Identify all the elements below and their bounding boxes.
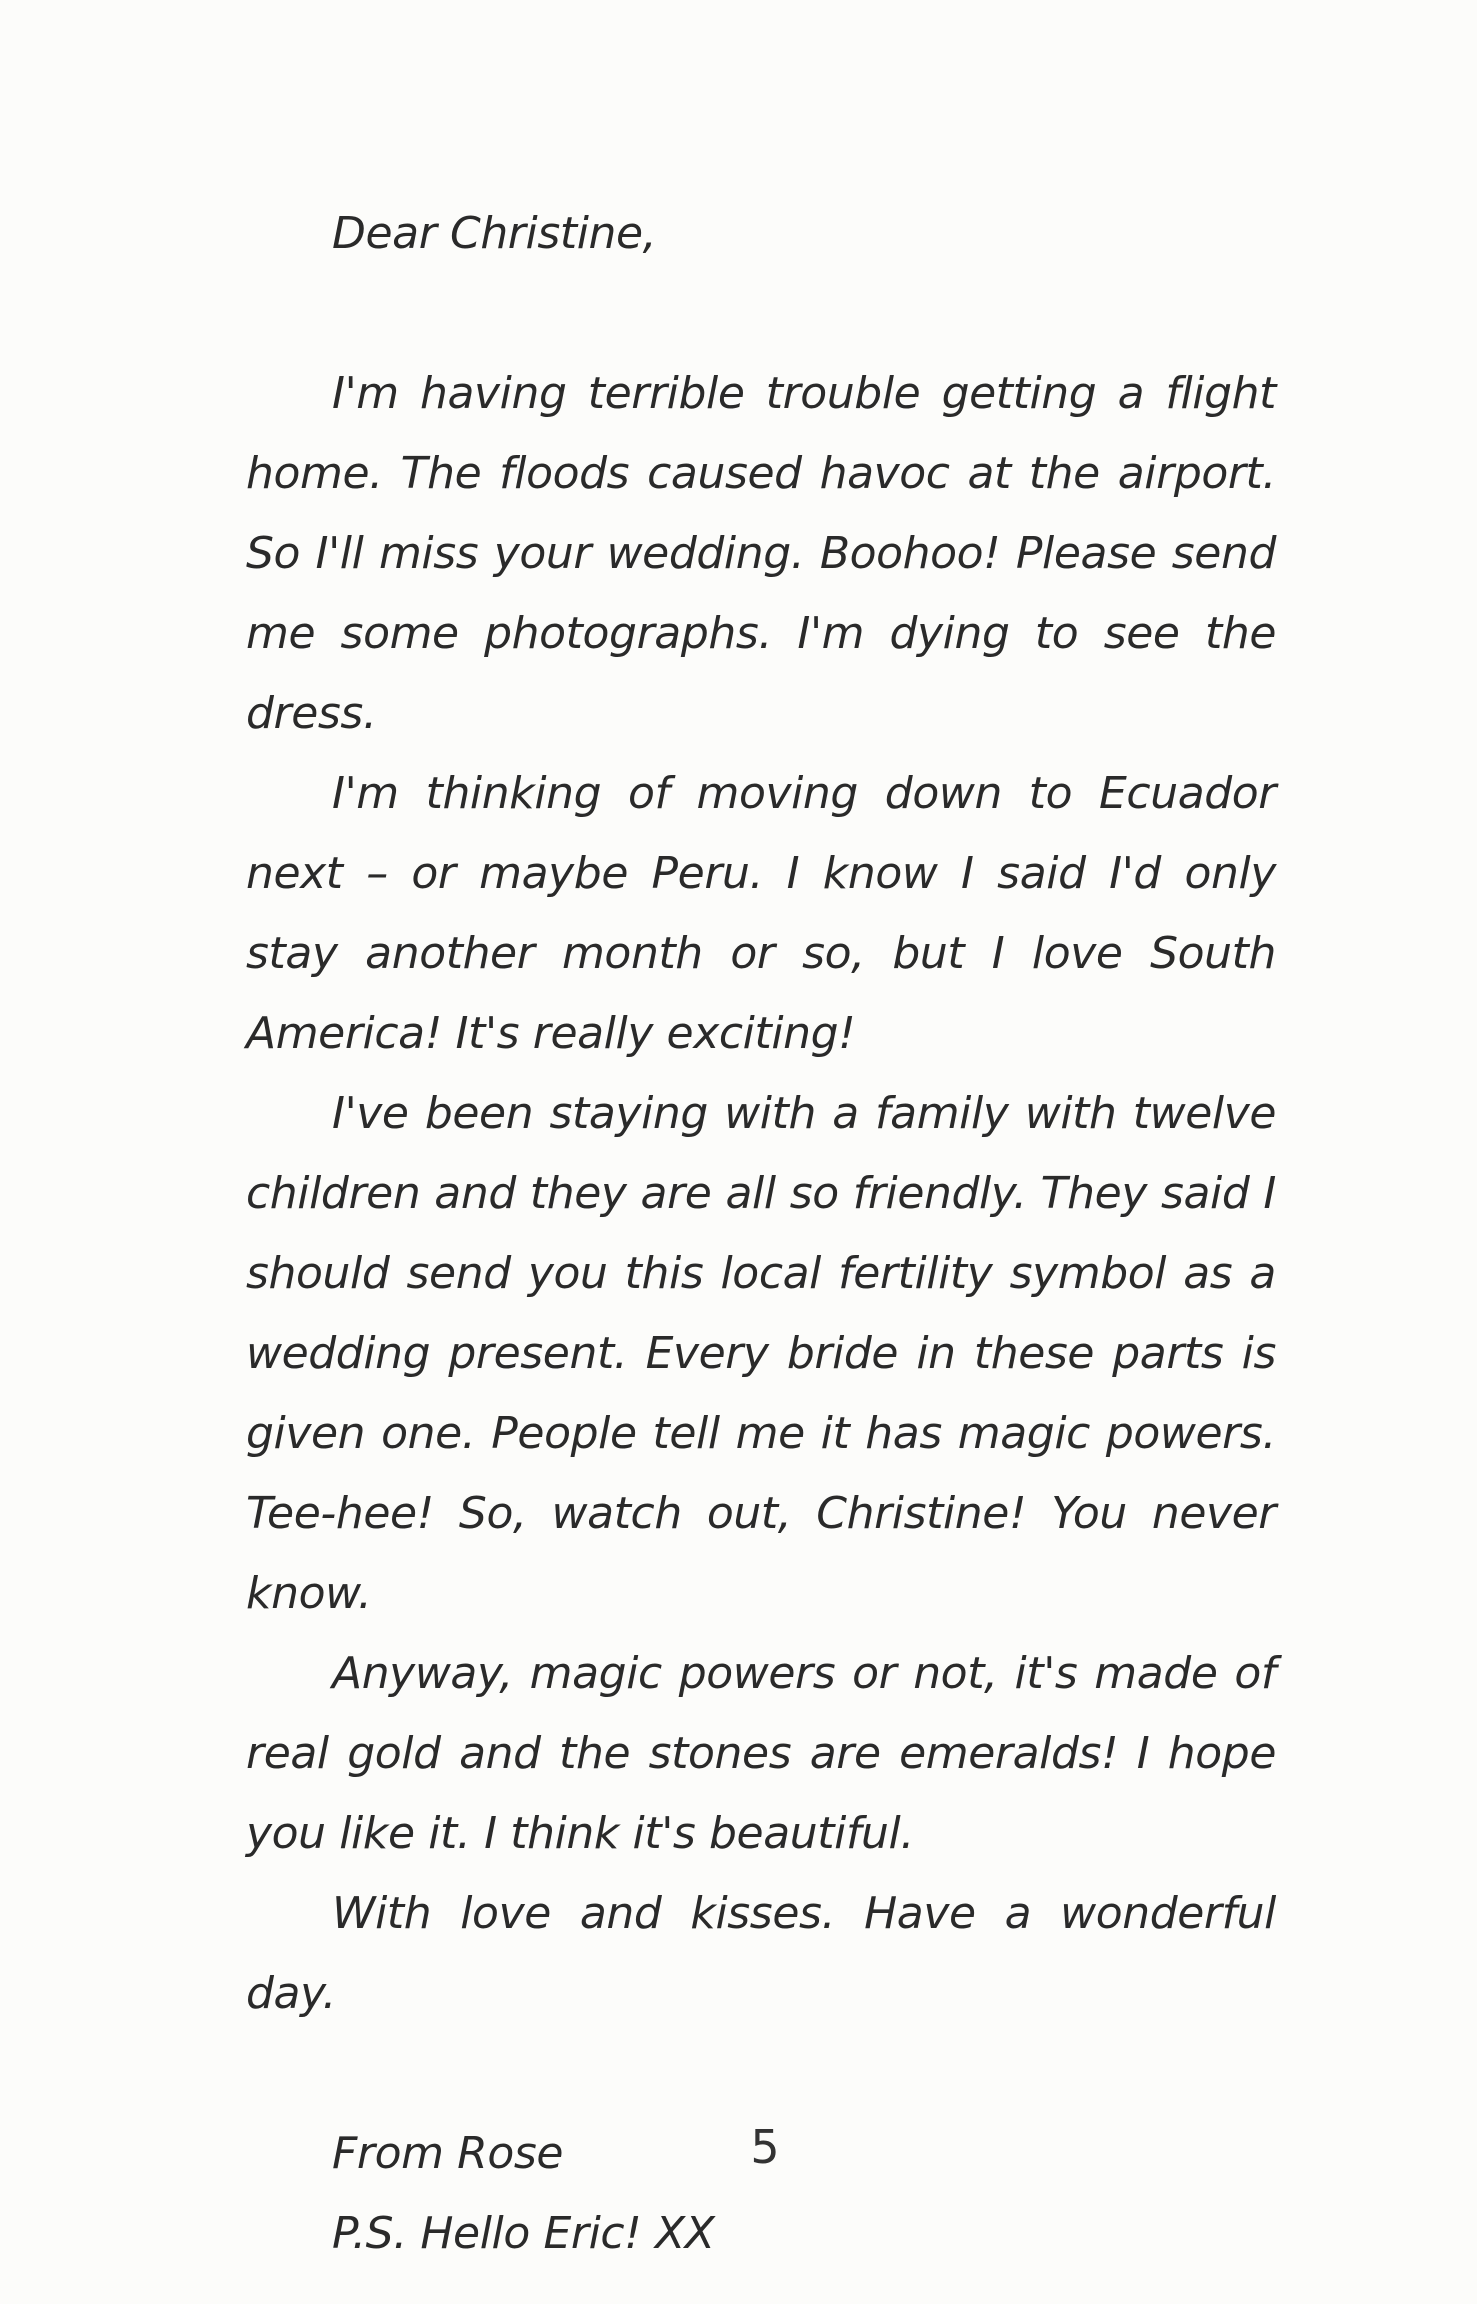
- letter-body: [246, 194, 1276, 2274]
- letter-closing: With love and kisses. Have a wonderful day.: [246, 1888, 1276, 2019]
- letter-paragraph-4: Anyway, magic powers or not, it's made of real gold and the stones are emeralds! I hope you like it. I think it's beautiful.: [246, 1648, 1276, 1859]
- letter-paragraph-3: I've been staying with a family with twelve children and they are all so friendly. They said I should send you this local fertility symbol as a wedding present. Every bride in these parts is given one. People tell me it has magic powers. Tee-hee! So, watch out, Christine! You never know.: [246, 1088, 1276, 1619]
- letter-postscript: P.S. Hello Eric! XX: [332, 2208, 715, 2259]
- letter-paragraph-2: I'm thinking of moving down to Ecuador next – or maybe Peru. I know I said I'd only stay another month or so, but I love South America! It's really exciting!: [246, 768, 1276, 1059]
- letter-salutation: Dear Christine,: [332, 208, 657, 259]
- page-number: 5: [750, 2120, 780, 2174]
- letter-paragraph-1: I'm having terrible trouble getting a flight home. The floods caused havoc at the airport. So I'll miss your wedding. Boohoo! Please send me some photographs. I'm dying to see the dress.: [246, 368, 1276, 739]
- letter-signoff: From Rose: [332, 2128, 564, 2179]
